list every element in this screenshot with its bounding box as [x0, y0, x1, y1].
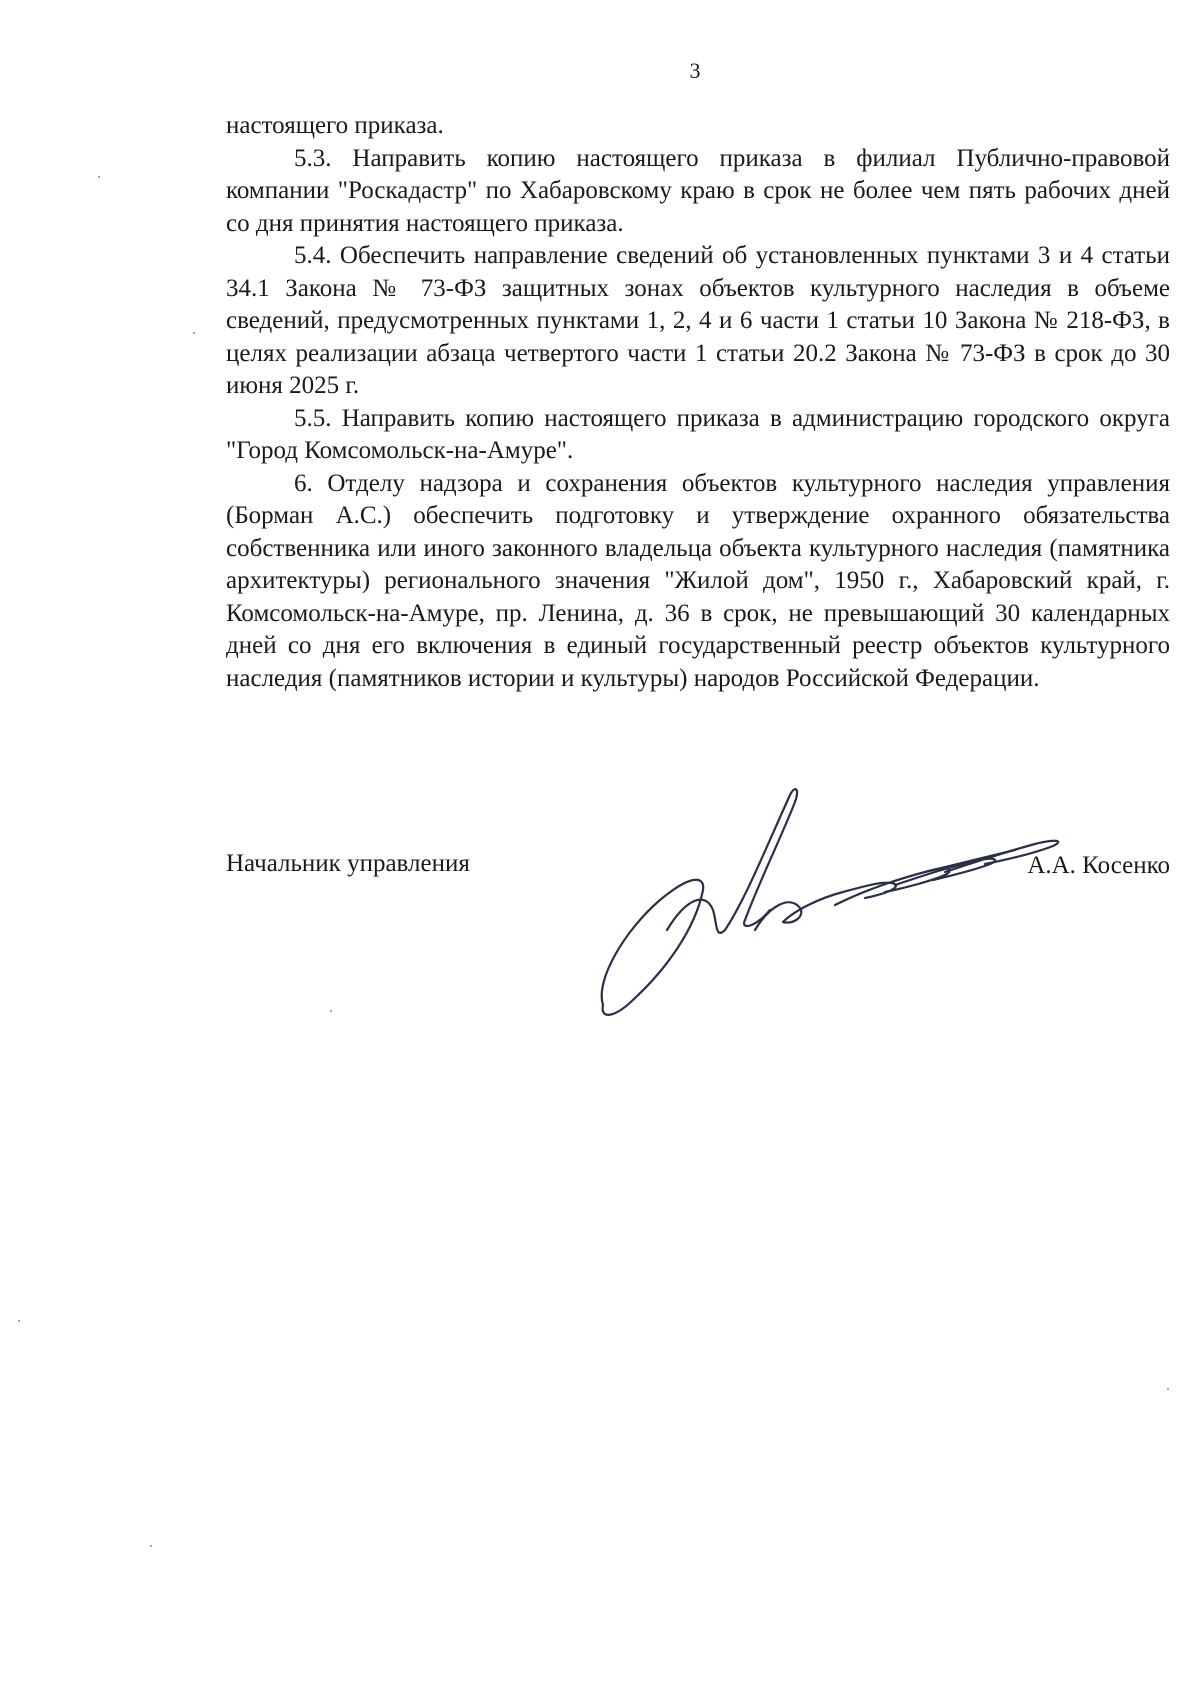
paragraph-5-3: 5.3. Направить копию настоящего приказа в филиал Публично-правовой компании "Роскадастр" по Хабаровскому краю в срок не более чем пять рабочих дней со дня принятия настоящего приказа. — [226, 144, 1170, 237]
document-body — [226, 110, 1170, 695]
paragraph-continuation: настоящего приказа. — [226, 112, 444, 139]
handwritten-signature — [595, 780, 1075, 1040]
scan-speck — [18, 1320, 20, 1322]
scan-speck — [98, 176, 100, 178]
scan-speck — [150, 1545, 152, 1547]
signatory-name: А.А. Косенко — [1027, 852, 1170, 879]
scan-speck — [1167, 1388, 1169, 1390]
paragraph-5-5: 5.5. Направить копию настоящего приказа в администрацию городского округа "Город Комсомольск-на-Амуре". — [226, 404, 1170, 464]
page-number: 3 — [689, 58, 701, 83]
paragraph-5-4: 5.4. Обеспечить направление сведений об установленных пунктами 3 и 4 статьи 34.1 Закона № 73-ФЗ защитных зонах объектов культурного наследия в объеме сведений, предусмотренных пунктами 1, 2, 4 и 6 части 1 статьи 10 Закона № 218-ФЗ, в целях реализации абзаца четвертого части 1 статьи 20.2 Закона № 73-ФЗ в срок до 30 июня 2025 г. — [226, 242, 1170, 399]
scan-speck — [330, 1010, 332, 1012]
paragraph-6: 6. Отделу надзора и сохранения объектов культурного наследия управления (Борман А.С.) обеспечить подготовку и утверждение охранного обязательства собственника или иного законного владельца объекта культурного наследия (памятника архитектуры) регионального значения "Жилой дом", 1950 г., Хабаровский край, г. Комсомольск-на-Амуре, пр. Ленина, д. 36 в срок, не превышающий 30 календарных дней со дня его включения в единый государственный реестр объектов культурного наследия (памятников истории и культуры) народов Российской Федерации. — [226, 469, 1170, 692]
scan-speck — [193, 332, 195, 334]
signatory-position: Начальник управления — [226, 850, 470, 877]
